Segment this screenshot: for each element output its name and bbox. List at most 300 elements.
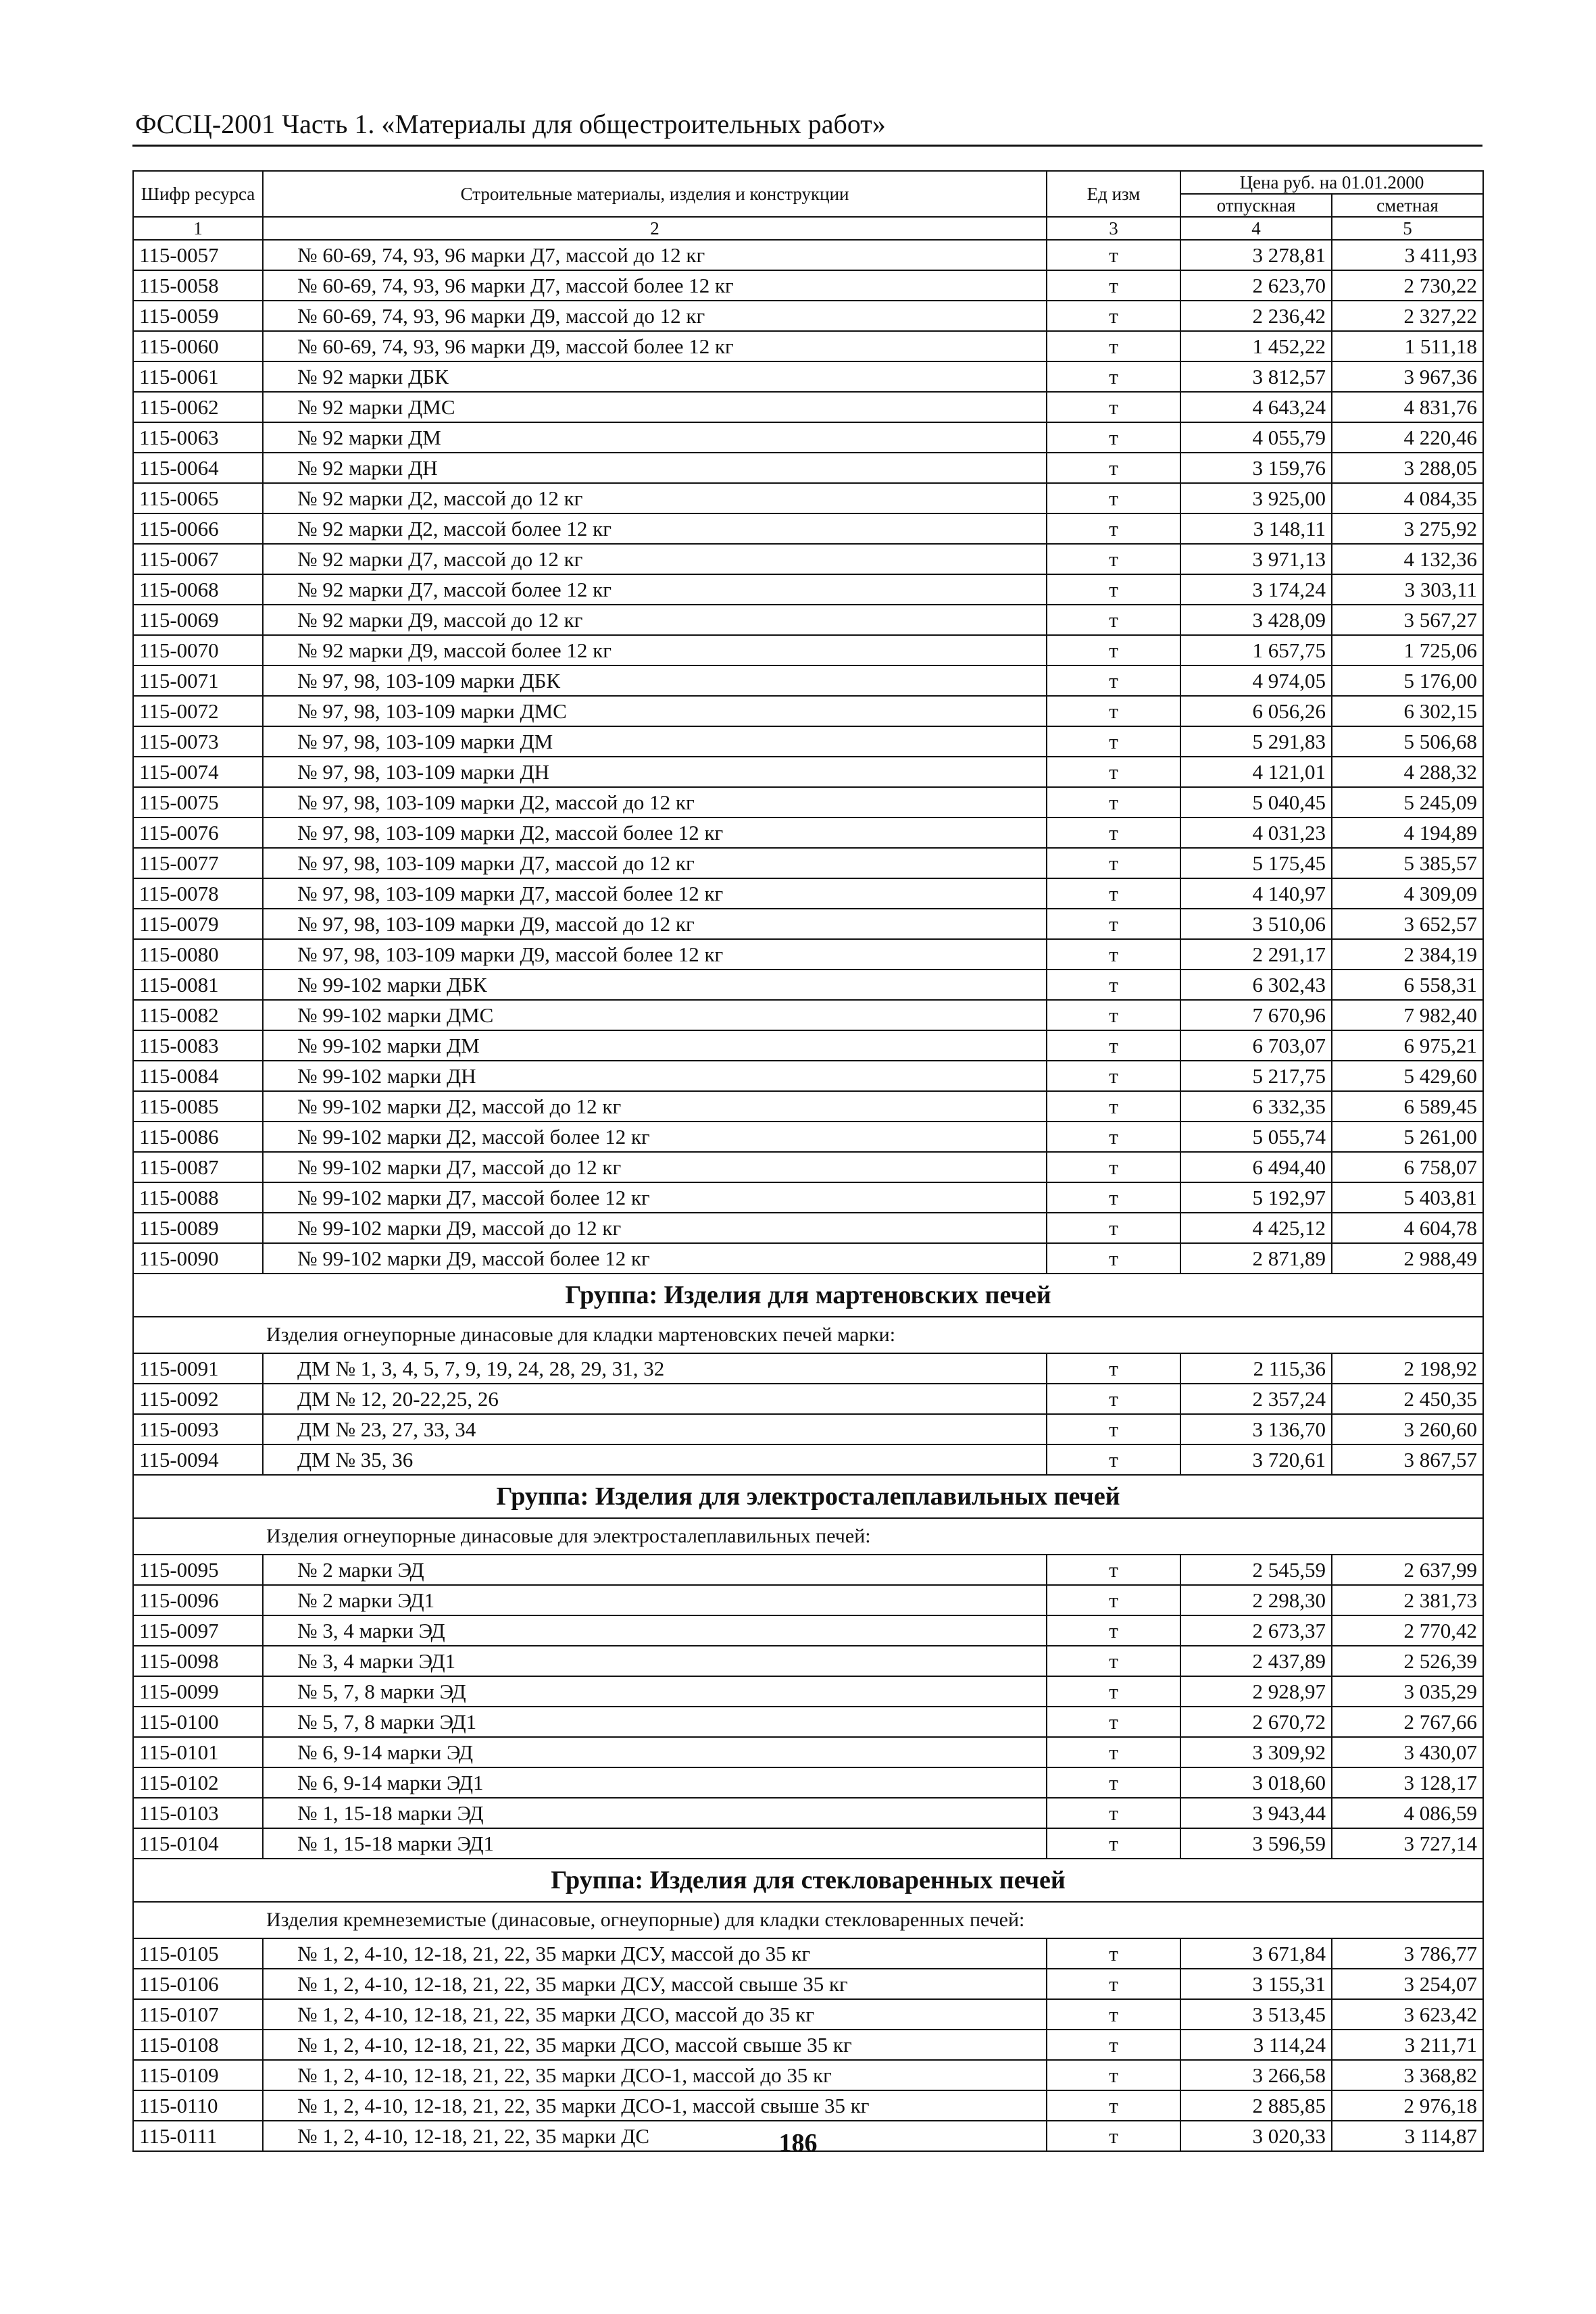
estimate-price: 5 385,57 <box>1332 848 1483 878</box>
estimate-price: 4 831,76 <box>1332 392 1483 422</box>
table-row <box>133 1798 1483 1828</box>
estimate-price: 2 327,22 <box>1332 301 1483 331</box>
estimate-price: 4 309,09 <box>1332 878 1483 909</box>
resource-unit: т <box>1047 696 1180 726</box>
resource-price-table <box>132 170 1484 2152</box>
resource-code: 115-0079 <box>133 909 263 939</box>
estimate-price: 3 727,14 <box>1332 1828 1483 1859</box>
resource-unit: т <box>1047 301 1180 331</box>
resource-code: 115-0104 <box>133 1828 263 1859</box>
estimate-price: 2 198,92 <box>1332 1353 1483 1384</box>
resource-unit: т <box>1047 1999 1180 2030</box>
table-row <box>133 1414 1483 1444</box>
resource-name: № 99-102 марки ДМС <box>263 1000 1047 1030</box>
estimate-price: 4 086,59 <box>1332 1798 1483 1828</box>
resource-code: 115-0091 <box>133 1353 263 1384</box>
release-price: 3 428,09 <box>1180 605 1332 635</box>
release-price: 3 159,76 <box>1180 453 1332 483</box>
resource-code: 115-0064 <box>133 453 263 483</box>
release-price: 2 670,72 <box>1180 1707 1332 1737</box>
release-price: 5 217,75 <box>1180 1061 1332 1091</box>
resource-code: 115-0078 <box>133 878 263 909</box>
table-row <box>133 513 1483 544</box>
resource-unit: т <box>1047 1030 1180 1061</box>
resource-name: № 6, 9-14 марки ЭД <box>263 1737 1047 1767</box>
table-row <box>133 574 1483 605</box>
resource-code: 115-0090 <box>133 1243 263 1274</box>
table-row <box>133 1767 1483 1798</box>
resource-name: № 92 марки Д2, массой до 12 кг <box>263 483 1047 513</box>
resource-code: 115-0083 <box>133 1030 263 1061</box>
resource-name: № 92 марки Д9, массой до 12 кг <box>263 605 1047 635</box>
table-row <box>133 544 1483 574</box>
resource-unit: т <box>1047 331 1180 361</box>
resource-name: № 1, 2, 4-10, 12-18, 21, 22, 35 марки ДСО-1, массой свыше 35 кг <box>263 2090 1047 2121</box>
group-note: Изделия огнеупорные динасовые для кладки мартеновских печей марки: <box>133 1317 1483 1353</box>
release-price: 2 673,37 <box>1180 1615 1332 1646</box>
resource-code: 115-0082 <box>133 1000 263 1030</box>
resource-unit: т <box>1047 1213 1180 1243</box>
release-price: 4 055,79 <box>1180 422 1332 453</box>
resource-unit: т <box>1047 1182 1180 1213</box>
table-header-row-1 <box>133 171 1483 194</box>
resource-unit: т <box>1047 513 1180 544</box>
release-price: 3 155,31 <box>1180 1969 1332 1999</box>
resource-code: 115-0110 <box>133 2090 263 2121</box>
estimate-price: 2 384,19 <box>1332 939 1483 970</box>
resource-code: 115-0094 <box>133 1444 263 1475</box>
release-price: 3 812,57 <box>1180 361 1332 392</box>
resource-code: 115-0072 <box>133 696 263 726</box>
table-row <box>133 635 1483 665</box>
resource-code: 115-0109 <box>133 2060 263 2090</box>
table-row <box>133 1061 1483 1091</box>
table-row <box>133 483 1483 513</box>
resource-name: № 92 марки ДМС <box>263 392 1047 422</box>
resource-unit: т <box>1047 2060 1180 2090</box>
resource-code: 115-0081 <box>133 970 263 1000</box>
resource-code: 115-0076 <box>133 818 263 848</box>
resource-unit: т <box>1047 1707 1180 1737</box>
resource-code: 115-0087 <box>133 1152 263 1182</box>
resource-code: 115-0105 <box>133 1938 263 1969</box>
resource-name: ДМ № 1, 3, 4, 5, 7, 9, 19, 24, 28, 29, 31, 32 <box>263 1353 1047 1384</box>
resource-unit: т <box>1047 939 1180 970</box>
resource-unit: т <box>1047 422 1180 453</box>
resource-name: № 99-102 марки Д7, массой более 12 кг <box>263 1182 1047 1213</box>
resource-code: 115-0098 <box>133 1646 263 1676</box>
estimate-price: 3 652,57 <box>1332 909 1483 939</box>
release-price: 4 031,23 <box>1180 818 1332 848</box>
release-price: 2 437,89 <box>1180 1646 1332 1676</box>
resource-code: 115-0111 <box>133 2121 263 2151</box>
resource-code: 115-0063 <box>133 422 263 453</box>
estimate-price: 3 260,60 <box>1332 1414 1483 1444</box>
header-price: Цена руб. на 01.01.2000 <box>1180 171 1483 194</box>
resource-unit: т <box>1047 1555 1180 1585</box>
release-price: 1 452,22 <box>1180 331 1332 361</box>
resource-name: № 97, 98, 103-109 марки Д9, массой до 12 кг <box>263 909 1047 939</box>
estimate-price: 4 604,78 <box>1332 1213 1483 1243</box>
release-price: 3 174,24 <box>1180 574 1332 605</box>
release-price: 2 928,97 <box>1180 1676 1332 1707</box>
table-row <box>133 818 1483 848</box>
estimate-price: 6 975,21 <box>1332 1030 1483 1061</box>
estimate-price: 3 368,82 <box>1332 2060 1483 2090</box>
release-price: 2 115,36 <box>1180 1353 1332 1384</box>
resource-unit: т <box>1047 240 1180 270</box>
header-code: Шифр ресурса <box>133 171 263 217</box>
resource-code: 115-0074 <box>133 757 263 787</box>
resource-name: № 99-102 марки ДН <box>263 1061 1047 1091</box>
release-price: 4 140,97 <box>1180 878 1332 909</box>
release-price: 3 148,11 <box>1180 513 1332 544</box>
release-price: 7 670,96 <box>1180 1000 1332 1030</box>
estimate-price: 3 411,93 <box>1332 240 1483 270</box>
resource-unit: т <box>1047 1798 1180 1828</box>
table-row <box>133 1676 1483 1707</box>
resource-name: № 92 марки Д9, массой более 12 кг <box>263 635 1047 665</box>
group-note-row <box>133 1902 1483 1938</box>
estimate-price: 6 558,31 <box>1332 970 1483 1000</box>
resource-name: № 1, 2, 4-10, 12-18, 21, 22, 35 марки ДСУ, массой до 35 кг <box>263 1938 1047 1969</box>
resource-unit: т <box>1047 757 1180 787</box>
resource-name: № 97, 98, 103-109 марки Д9, массой более 12 кг <box>263 939 1047 970</box>
release-price: 5 291,83 <box>1180 726 1332 757</box>
release-price: 4 643,24 <box>1180 392 1332 422</box>
column-number-1: 1 <box>133 217 263 240</box>
resource-code: 115-0096 <box>133 1585 263 1615</box>
resource-unit: т <box>1047 1615 1180 1646</box>
resource-name: № 97, 98, 103-109 марки ДН <box>263 757 1047 787</box>
group-heading: Группа: Изделия для мартеновских печей <box>133 1274 1483 1317</box>
release-price: 3 943,44 <box>1180 1798 1332 1828</box>
resource-unit: т <box>1047 2090 1180 2121</box>
resource-unit: т <box>1047 1585 1180 1615</box>
release-price: 5 055,74 <box>1180 1122 1332 1152</box>
estimate-price: 3 288,05 <box>1332 453 1483 483</box>
resource-unit: т <box>1047 1091 1180 1122</box>
resource-code: 115-0084 <box>133 1061 263 1091</box>
resource-code: 115-0102 <box>133 1767 263 1798</box>
table-row <box>133 1122 1483 1152</box>
release-price: 3 136,70 <box>1180 1414 1332 1444</box>
resource-unit: т <box>1047 270 1180 301</box>
column-number-3: 3 <box>1047 217 1180 240</box>
resource-code: 115-0106 <box>133 1969 263 1999</box>
resource-name: № 60-69, 74, 93, 96 марки Д9, массой более 12 кг <box>263 331 1047 361</box>
resource-name: № 1, 2, 4-10, 12-18, 21, 22, 35 марки ДСУ, массой свыше 35 кг <box>263 1969 1047 1999</box>
resource-code: 115-0060 <box>133 331 263 361</box>
resource-name: № 1, 2, 4-10, 12-18, 21, 22, 35 марки ДСО, массой свыше 35 кг <box>263 2030 1047 2060</box>
resource-name: № 6, 9-14 марки ЭД1 <box>263 1767 1047 1798</box>
release-price: 3 018,60 <box>1180 1767 1332 1798</box>
estimate-price: 3 254,07 <box>1332 1969 1483 1999</box>
table-row <box>133 1182 1483 1213</box>
release-price: 2 623,70 <box>1180 270 1332 301</box>
group-heading-row <box>133 1859 1483 1902</box>
resource-code: 115-0067 <box>133 544 263 574</box>
resource-name: № 99-102 марки Д7, массой до 12 кг <box>263 1152 1047 1182</box>
group-note-row <box>133 1518 1483 1555</box>
resource-name: № 1, 15-18 марки ЭД1 <box>263 1828 1047 1859</box>
release-price: 6 332,35 <box>1180 1091 1332 1122</box>
estimate-price: 6 758,07 <box>1332 1152 1483 1182</box>
release-price: 6 056,26 <box>1180 696 1332 726</box>
table-row <box>133 392 1483 422</box>
estimate-price: 7 982,40 <box>1332 1000 1483 1030</box>
resource-code: 115-0100 <box>133 1707 263 1737</box>
estimate-price: 5 506,68 <box>1332 726 1483 757</box>
estimate-price: 3 128,17 <box>1332 1767 1483 1798</box>
resource-name: № 1, 2, 4-10, 12-18, 21, 22, 35 марки ДС <box>263 2121 1047 2151</box>
release-price: 2 357,24 <box>1180 1384 1332 1414</box>
group-note: Изделия огнеупорные динасовые для электросталеплавильных печей: <box>133 1518 1483 1555</box>
resource-name: ДМ № 35, 36 <box>263 1444 1047 1475</box>
column-number-4: 4 <box>1180 217 1332 240</box>
table-row <box>133 1353 1483 1384</box>
resource-unit: т <box>1047 848 1180 878</box>
table-row <box>133 1707 1483 1737</box>
release-price: 2 545,59 <box>1180 1555 1332 1585</box>
resource-name: № 60-69, 74, 93, 96 марки Д7, массой более 12 кг <box>263 270 1047 301</box>
release-price: 2 236,42 <box>1180 301 1332 331</box>
group-note: Изделия кремнеземистые (динасовые, огнеупорные) для кладки стекловаренных печей: <box>133 1902 1483 1938</box>
resource-code: 115-0077 <box>133 848 263 878</box>
group-heading: Группа: Изделия для электросталеплавильных печей <box>133 1475 1483 1518</box>
resource-name: № 97, 98, 103-109 марки Д2, массой до 12 кг <box>263 787 1047 818</box>
table-row <box>133 1828 1483 1859</box>
resource-code: 115-0085 <box>133 1091 263 1122</box>
resource-code: 115-0065 <box>133 483 263 513</box>
resource-code: 115-0099 <box>133 1676 263 1707</box>
release-price: 5 040,45 <box>1180 787 1332 818</box>
release-price: 2 291,17 <box>1180 939 1332 970</box>
release-price: 3 513,45 <box>1180 1999 1332 2030</box>
estimate-price: 4 220,46 <box>1332 422 1483 453</box>
resource-code: 115-0092 <box>133 1384 263 1414</box>
resource-unit: т <box>1047 1384 1180 1414</box>
table-row <box>133 1091 1483 1122</box>
resource-code: 115-0103 <box>133 1798 263 1828</box>
resource-unit: т <box>1047 1061 1180 1091</box>
resource-name: № 1, 2, 4-10, 12-18, 21, 22, 35 марки ДСО-1, массой до 35 кг <box>263 2060 1047 2090</box>
resource-name: № 97, 98, 103-109 марки ДБК <box>263 665 1047 696</box>
table-row <box>133 1938 1483 1969</box>
resource-name: № 92 марки Д7, массой до 12 кг <box>263 544 1047 574</box>
table-row <box>133 878 1483 909</box>
estimate-price: 5 245,09 <box>1332 787 1483 818</box>
release-price: 3 278,81 <box>1180 240 1332 270</box>
resource-code: 115-0089 <box>133 1213 263 1243</box>
resource-code: 115-0093 <box>133 1414 263 1444</box>
resource-code: 115-0075 <box>133 787 263 818</box>
table-row <box>133 909 1483 939</box>
table-row <box>133 1243 1483 1274</box>
estimate-price: 3 430,07 <box>1332 1737 1483 1767</box>
resource-code: 115-0097 <box>133 1615 263 1646</box>
resource-name: № 92 марки ДН <box>263 453 1047 483</box>
table-row <box>133 453 1483 483</box>
resource-code: 115-0107 <box>133 1999 263 2030</box>
estimate-price: 1 725,06 <box>1332 635 1483 665</box>
resource-name: № 92 марки Д7, массой более 12 кг <box>263 574 1047 605</box>
table-row <box>133 301 1483 331</box>
resource-code: 115-0088 <box>133 1182 263 1213</box>
release-price: 3 266,58 <box>1180 2060 1332 2090</box>
resource-unit: т <box>1047 970 1180 1000</box>
release-price: 3 671,84 <box>1180 1938 1332 1969</box>
table-column-numbers <box>133 217 1483 240</box>
resource-unit: т <box>1047 1676 1180 1707</box>
group-note-row <box>133 1317 1483 1353</box>
estimate-price: 6 302,15 <box>1332 696 1483 726</box>
table-row <box>133 270 1483 301</box>
table-row <box>133 1030 1483 1061</box>
table-row <box>133 1444 1483 1475</box>
resource-code: 115-0069 <box>133 605 263 635</box>
resource-unit: т <box>1047 574 1180 605</box>
resource-name: ДМ № 12, 20-22,25, 26 <box>263 1384 1047 1414</box>
resource-name: № 99-102 марки Д9, массой до 12 кг <box>263 1213 1047 1243</box>
estimate-price: 3 786,77 <box>1332 1938 1483 1969</box>
estimate-price: 5 261,00 <box>1332 1122 1483 1152</box>
table-row <box>133 240 1483 270</box>
release-price: 4 425,12 <box>1180 1213 1332 1243</box>
table-row <box>133 1615 1483 1646</box>
estimate-price: 3 567,27 <box>1332 605 1483 635</box>
resource-code: 115-0068 <box>133 574 263 605</box>
resource-unit: т <box>1047 2030 1180 2060</box>
resource-code: 115-0095 <box>133 1555 263 1585</box>
table-row <box>133 1737 1483 1767</box>
resource-name: № 97, 98, 103-109 марки Д7, массой до 12 кг <box>263 848 1047 878</box>
estimate-price: 3 867,57 <box>1332 1444 1483 1475</box>
release-price: 2 871,89 <box>1180 1243 1332 1274</box>
resource-name: № 97, 98, 103-109 марки ДМ <box>263 726 1047 757</box>
release-price: 4 121,01 <box>1180 757 1332 787</box>
resource-name: № 5, 7, 8 марки ЭД1 <box>263 1707 1047 1737</box>
resource-name: № 1, 15-18 марки ЭД <box>263 1798 1047 1828</box>
release-price: 5 192,97 <box>1180 1182 1332 1213</box>
header-unit: Ед изм <box>1047 171 1180 217</box>
resource-name: № 99-102 марки Д2, массой более 12 кг <box>263 1122 1047 1152</box>
resource-unit: т <box>1047 2121 1180 2151</box>
resource-name: № 97, 98, 103-109 марки Д2, массой более 12 кг <box>263 818 1047 848</box>
resource-unit: т <box>1047 1767 1180 1798</box>
table-row <box>133 787 1483 818</box>
resource-unit: т <box>1047 1414 1180 1444</box>
estimate-price: 2 770,42 <box>1332 1615 1483 1646</box>
table-row <box>133 1999 1483 2030</box>
estimate-price: 5 403,81 <box>1332 1182 1483 1213</box>
header-divider <box>132 145 1482 147</box>
estimate-price: 2 976,18 <box>1332 2090 1483 2121</box>
release-price: 6 703,07 <box>1180 1030 1332 1061</box>
release-price: 2 298,30 <box>1180 1585 1332 1615</box>
resource-unit: т <box>1047 726 1180 757</box>
table-row <box>133 848 1483 878</box>
resource-name: № 99-102 марки Д2, массой до 12 кг <box>263 1091 1047 1122</box>
release-price: 5 175,45 <box>1180 848 1332 878</box>
estimate-price: 3 114,87 <box>1332 2121 1483 2151</box>
resource-code: 115-0080 <box>133 939 263 970</box>
resource-name: № 99-102 марки ДБК <box>263 970 1047 1000</box>
estimate-price: 6 589,45 <box>1332 1091 1483 1122</box>
table-row <box>133 2030 1483 2060</box>
table-row <box>133 939 1483 970</box>
resource-unit: т <box>1047 1122 1180 1152</box>
estimate-price: 1 511,18 <box>1332 331 1483 361</box>
resource-code: 115-0057 <box>133 240 263 270</box>
table-row <box>133 1000 1483 1030</box>
column-number-2: 2 <box>263 217 1047 240</box>
release-price: 3 510,06 <box>1180 909 1332 939</box>
group-heading: Группа: Изделия для стекловаренных печей <box>133 1859 1483 1902</box>
table-row <box>133 665 1483 696</box>
table-row <box>133 1555 1483 1585</box>
table-row <box>133 696 1483 726</box>
estimate-price: 3 211,71 <box>1332 2030 1483 2060</box>
table-row <box>133 1152 1483 1182</box>
release-price: 3 020,33 <box>1180 2121 1332 2151</box>
release-price: 3 596,59 <box>1180 1828 1332 1859</box>
header-estimate-price: сметная <box>1332 194 1483 217</box>
estimate-price: 3 623,42 <box>1332 1999 1483 2030</box>
release-price: 6 302,43 <box>1180 970 1332 1000</box>
resource-code: 115-0059 <box>133 301 263 331</box>
resource-name: № 1, 2, 4-10, 12-18, 21, 22, 35 марки ДСО, массой до 35 кг <box>263 1999 1047 2030</box>
group-heading-row <box>133 1274 1483 1317</box>
estimate-price: 2 381,73 <box>1332 1585 1483 1615</box>
resource-name: № 99-102 марки ДМ <box>263 1030 1047 1061</box>
table-row <box>133 1585 1483 1615</box>
table-row <box>133 422 1483 453</box>
resource-unit: т <box>1047 909 1180 939</box>
resource-name: № 5, 7, 8 марки ЭД <box>263 1676 1047 1707</box>
release-price: 3 309,92 <box>1180 1737 1332 1767</box>
resource-name: № 3, 4 марки ЭД1 <box>263 1646 1047 1676</box>
estimate-price: 2 767,66 <box>1332 1707 1483 1737</box>
estimate-price: 3 303,11 <box>1332 574 1483 605</box>
page-header-title: ФССЦ-2001 Часть 1. «Материалы для общестроительных работ» <box>135 109 886 139</box>
estimate-price: 2 526,39 <box>1332 1646 1483 1676</box>
resource-name: № 2 марки ЭД1 <box>263 1585 1047 1615</box>
resource-unit: т <box>1047 1828 1180 1859</box>
resource-unit: т <box>1047 818 1180 848</box>
estimate-price: 3 275,92 <box>1332 513 1483 544</box>
resource-unit: т <box>1047 1353 1180 1384</box>
resource-code: 115-0062 <box>133 392 263 422</box>
estimate-price: 5 176,00 <box>1332 665 1483 696</box>
table-row <box>133 1969 1483 1999</box>
resource-unit: т <box>1047 878 1180 909</box>
release-price: 1 657,75 <box>1180 635 1332 665</box>
resource-code: 115-0073 <box>133 726 263 757</box>
estimate-price: 2 988,49 <box>1332 1243 1483 1274</box>
resource-unit: т <box>1047 635 1180 665</box>
release-price: 3 720,61 <box>1180 1444 1332 1475</box>
resource-unit: т <box>1047 1000 1180 1030</box>
release-price: 6 494,40 <box>1180 1152 1332 1182</box>
estimate-price: 2 450,35 <box>1332 1384 1483 1414</box>
resource-code: 115-0058 <box>133 270 263 301</box>
resource-unit: т <box>1047 361 1180 392</box>
resource-code: 115-0101 <box>133 1737 263 1767</box>
resource-unit: т <box>1047 1938 1180 1969</box>
resource-unit: т <box>1047 665 1180 696</box>
resource-unit: т <box>1047 392 1180 422</box>
